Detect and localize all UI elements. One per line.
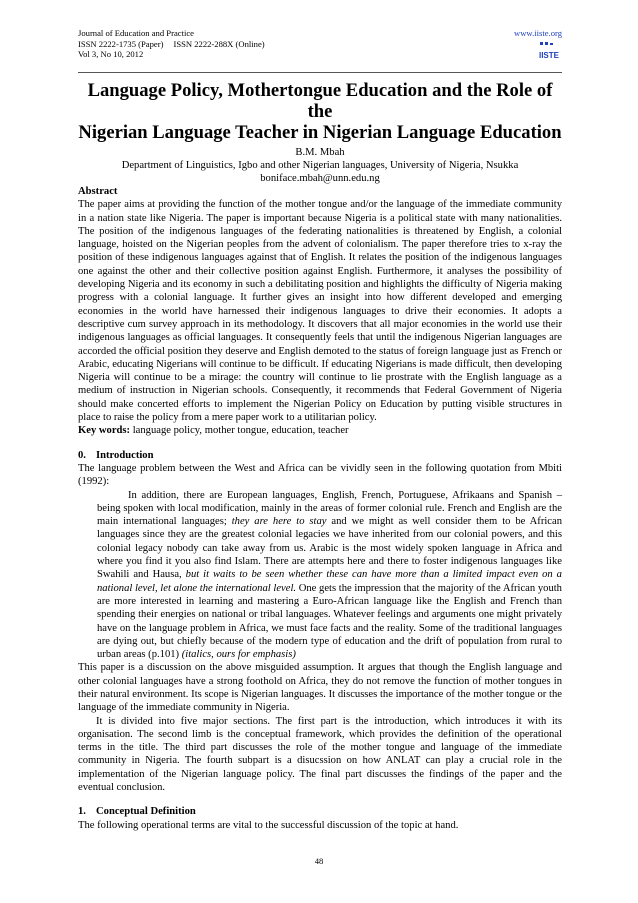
paragraph-discussion: This paper is a discussion on the above misguided assumption. It argues that though the English language and other colonial languages have a strong foothold on Africa, they do not remove the function of mother tongues in their natural environment. Its scope is Nigerian languages. It discusses the importance of the mother tongue or the language of the immediate community in Nigeria. [78, 662, 562, 714]
section-1-text: The following operational terms are vital to the successful discussion of the topic at hand. [78, 819, 459, 831]
section-1-title: Conceptual Definition [96, 806, 196, 818]
issn-line [78, 39, 562, 50]
keywords [78, 424, 562, 437]
block-quote [97, 489, 562, 662]
journal-name: Journal of Education and Practice [78, 28, 194, 38]
section-0-title: Introduction [96, 449, 154, 461]
keywords-list: language policy, mother tongue, education, teacher [130, 425, 349, 437]
volume-info: Vol 3, No 10, 2012 [78, 49, 144, 60]
intro-lead: The language problem between the West and Africa can be vividly seen in the following quotation from Mbiti (1992): [78, 462, 562, 488]
quote-part-e: One gets the impression that the majority of the African youth are more interested in learning and mastering a Euro-African language like the English and French than spending their energies on national or tribal languages. Whatever feelings and arguments one might privately have on the language problem in Africa, we must face facts and the reality. Some of the traditional languages are dying out, but chiefly because of the modern type of education and the drift of population from rural to urban areas (p.101) [97, 582, 562, 661]
iiste-logo [538, 42, 560, 60]
paragraph-organisation: It is divided into five major sections. The first part is the introduction, which introduces it with its organisation. The second limb is the conceptual framework, which provides the definition of the operational terms in the title. The third part discusses the role of the mother tongue and language of the immediate community in Nigeria. The fourth subpart is a disucssion on how ANLAT can play a crucial role in the implementation of the Nigerian language policy. The final part discusses the findings of the paper and the eventual conclusion. [78, 715, 562, 794]
section-0-heading [78, 449, 562, 462]
quote-part-c: and we might as well consider them to be African languages since they are the greatest colonial legacies we have inherited from our colonial powers, and this colonial legacy nobody can take away from us. Arabic is the most widely spoken language in Africa and where you find it you also find Islam. There are attempts here and there to foster indigenous languages like Swahili and Hausa, [97, 516, 563, 581]
author-block [78, 146, 562, 185]
journal-links [514, 28, 562, 39]
section-1-heading [78, 805, 562, 818]
keywords-label: Key words: [78, 425, 131, 437]
quote-italic-f: (italics, ours for emphasis) [181, 649, 296, 661]
header-rule [78, 72, 562, 73]
issn-paper: ISSN 2222-1735 (Paper) [78, 38, 164, 49]
quote-part-a: In addition, there are European languages, English, French, Portuguese, Afrikaans and Spanish – being spoken with local modification, mainly in the areas of former colonial rule. French and English are the main international languages; [97, 489, 562, 528]
abstract-heading: Abstract [78, 186, 118, 197]
logo-text: IISTE [538, 51, 560, 60]
journal-header [78, 28, 562, 70]
journal-url[interactable]: www.iiste.org [514, 28, 562, 38]
paper-content [78, 80, 562, 832]
section-0-number: 0. [78, 449, 86, 461]
quote-italic-b: they are here to stay [231, 516, 327, 528]
section-1-number: 1. [78, 806, 86, 818]
journal-info [78, 28, 562, 60]
author-email: boniface.mbah@unn.edu.ng [260, 173, 380, 184]
issn-online: ISSN 2222-288X (Online) [173, 38, 265, 49]
page-number: 48 [314, 856, 324, 866]
title-line-2: Nigerian Language Teacher in Nigerian Language Education [78, 122, 562, 143]
paper-title [78, 80, 562, 143]
author-name: B.M. Mbah [295, 147, 345, 158]
title-line-1: Language Policy, Mothertongue Education and the Role of the [87, 80, 553, 122]
quote-italic-d: but it waits to be seen whether these can have more than a limited impact even on a national level, let alone the international level. [97, 569, 562, 594]
author-affiliation: Department of Linguistics, Igbo and other Nigerian languages, University of Nigeria, Nsukka [121, 160, 519, 171]
abstract-text: The paper aims at providing the function of the mother tongue and/or the language of the immediate community in a nation state like Nigeria. The paper is important because Nigeria is a political state with many nationalities. The position of the indigenous languages of the federating nationalities is threatened by English, a colonial language, hoisted on the Nigerian peoples from the advent of colonialism. The paper therefore tries to x-ray the position of these indigenous languages against that of English. It relates the position of the indigenous languages one against the other and their collective position against English. Furthermore, it analyses the possibility of developing Nigeria and its economy in such a debilitating position and highlights the difficulty of Nigeria making progress with a colonial language. It further gives an insight into how different developed and emerging economies in the world have harnessed their indigenous languages to drive their economies. It adopts a descriptive cum survey approach in its methodology. It discovers that all major economies in the world use their indigenous languages as official languages. It consequently feels that until the indigenous Nigerian languages are accorded the official position they deserve and English demoted to the status of foreign language just as French or Arabic, educating Nigerians will continue to be difficult. If educating Nigerians is made difficult, then developing Nigeria will continue to be a mirage: the country will continue to lie prostrate with the English language as a medium of instruction in Nigerian schools. Consequently, it recommends that Federal Government of Nigeria should make concerted efforts to implement the Nigerian Policy on Education by putting visible structures in place to raise the policy from a mere paper work to a utilitarian policy. [78, 199, 562, 424]
